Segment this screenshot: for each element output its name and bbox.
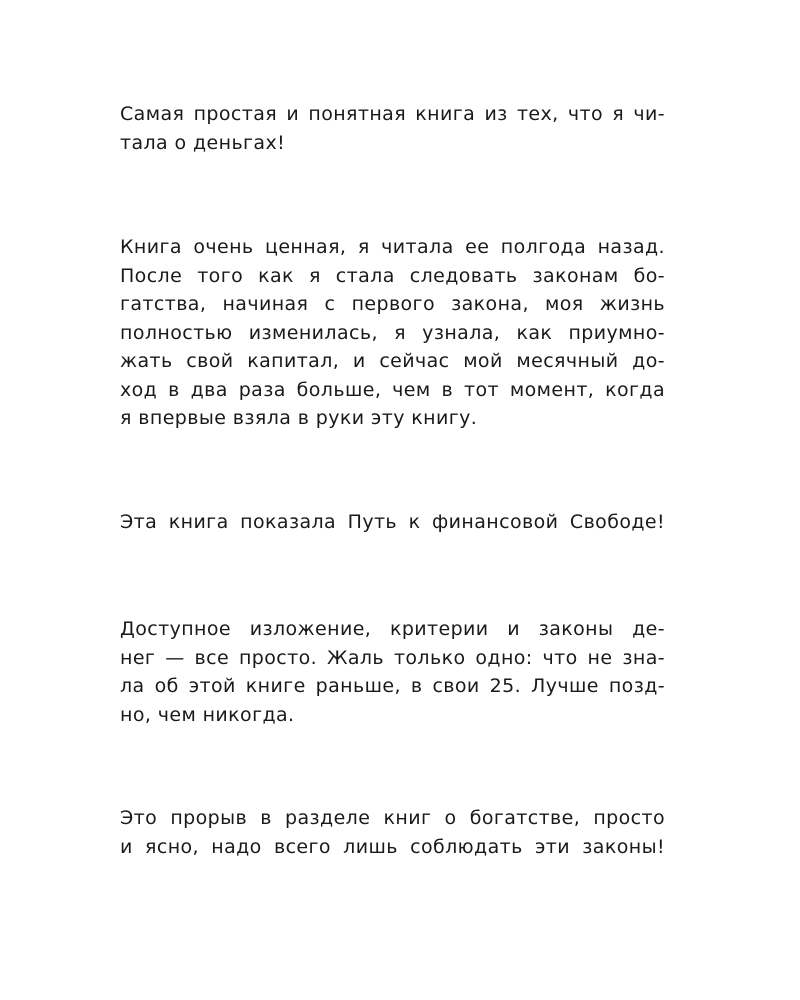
review-line: я впервые взяла в руки эту книгу. xyxy=(120,407,478,429)
review-2 xyxy=(120,233,665,433)
review-line: гатства, начиная с первого закона, моя жизнь xyxy=(120,293,665,315)
review-line: Книга очень ценная, я читала ее полгода назад. xyxy=(120,236,665,258)
review-5 xyxy=(120,804,665,861)
review-line: ла об этой книге раньше, в свои 25. Лучше позд- xyxy=(120,675,665,697)
review-1 xyxy=(120,100,665,157)
review-line: Самая простая и понятная книга из тех, что я чи- xyxy=(120,103,665,125)
review-line: После того как я стала следовать законам бо- xyxy=(120,264,665,287)
review-3 xyxy=(120,508,665,537)
review-line: Это прорыв в разделе книг о богатстве, просто xyxy=(120,807,665,829)
review-line: и ясно, надо всего лишь соблюдать эти законы! xyxy=(120,835,665,858)
review-line: Доступное изложение, критерии и законы де- xyxy=(120,618,665,640)
review-line: полностью изменилась, я узнала, как приумно- xyxy=(120,321,665,344)
review-line: Эта книга показала Путь к финансовой Свободе! xyxy=(120,511,665,533)
review-line: но, чем никогда. xyxy=(120,703,295,726)
review-line: жать свой капитал, и сейчас мой месячный до- xyxy=(120,350,665,372)
review-line: тала о деньгах! xyxy=(120,131,286,154)
review-line: ход в два раза больше, чем в тот момент, когда xyxy=(120,378,665,401)
review-line: нег — все просто. Жаль только одно: что не зна- xyxy=(120,646,665,669)
review-4 xyxy=(120,615,665,729)
